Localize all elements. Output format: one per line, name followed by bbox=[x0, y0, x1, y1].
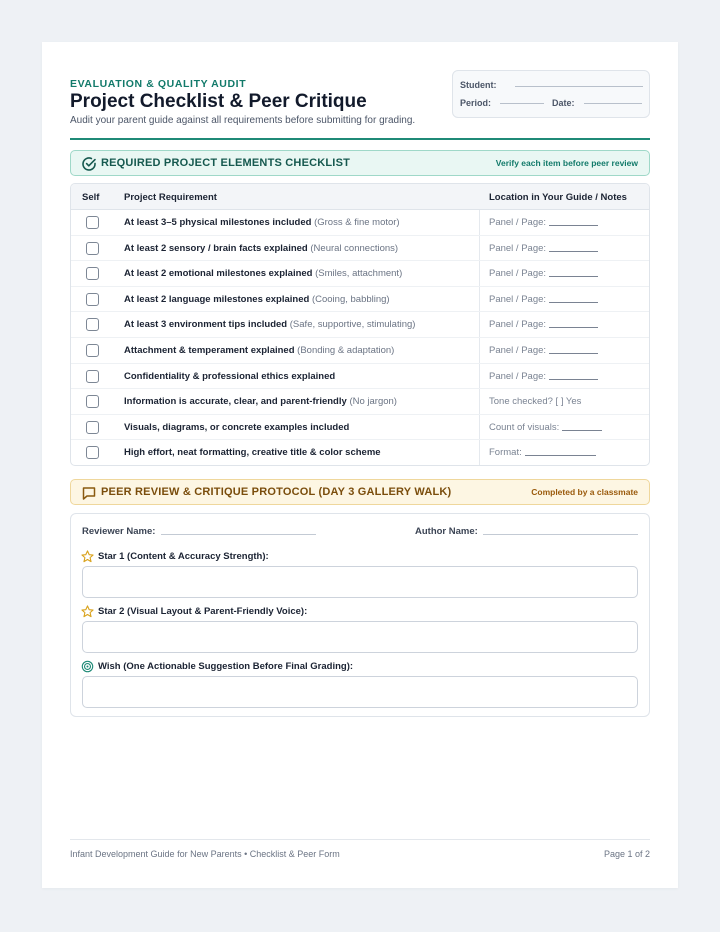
requirement-text: At least 3–5 physical milestones included bbox=[124, 217, 312, 228]
requirement-text: High effort, neat formatting, creative title & color scheme bbox=[124, 447, 381, 459]
wish-answer-box[interactable] bbox=[82, 676, 638, 708]
self-check-checkbox[interactable] bbox=[86, 446, 99, 459]
location-cell bbox=[489, 371, 598, 382]
page-number: Page 1 of 2 bbox=[603, 849, 650, 859]
requirement-text: Confidentiality & professional ethics explained bbox=[124, 370, 336, 382]
location-cell bbox=[489, 294, 598, 305]
student-name-line[interactable] bbox=[515, 86, 643, 87]
requirement-cell bbox=[124, 422, 349, 433]
requirement-detail: (Bonding & adaptation) bbox=[297, 345, 395, 356]
location-answer-line[interactable] bbox=[525, 455, 596, 456]
date-line[interactable] bbox=[584, 103, 642, 104]
column-header-requirement: Project Requirement bbox=[124, 192, 217, 203]
footer-divider bbox=[70, 839, 650, 840]
requirement-text: At least 3 environment tips included bbox=[124, 319, 288, 331]
requirement-text: Attachment & temperament explained bbox=[124, 345, 295, 356]
author-name-line[interactable] bbox=[483, 534, 638, 535]
peer-review-form bbox=[70, 513, 650, 717]
star2-label: Star 2 (Visual Layout & Parent-Friendly Voice): bbox=[98, 606, 308, 617]
requirement-cell bbox=[124, 396, 397, 407]
location-label: Format: bbox=[489, 447, 522, 459]
checklist-table bbox=[70, 183, 650, 466]
requirement-detail: (Smiles, attachment) bbox=[315, 268, 403, 280]
requirement-cell bbox=[124, 447, 381, 458]
self-check-checkbox[interactable] bbox=[86, 395, 99, 408]
requirement-detail: (No jargon) bbox=[349, 396, 397, 408]
requirement-text: At least 2 emotional milestones explained bbox=[124, 268, 313, 280]
location-label: Panel / Page: bbox=[489, 293, 547, 305]
reviewer-name-line[interactable] bbox=[161, 534, 316, 535]
table-row bbox=[71, 364, 649, 390]
star2-answer-box[interactable] bbox=[82, 621, 638, 653]
header-divider bbox=[70, 138, 650, 140]
page-title: Project Checklist & Peer Critique bbox=[70, 91, 367, 112]
location-cell bbox=[489, 422, 602, 433]
location-answer-line[interactable] bbox=[549, 353, 598, 354]
requirement-text: At least 2 language milestones explained bbox=[124, 293, 310, 305]
self-check-checkbox[interactable] bbox=[86, 267, 99, 280]
self-check-checkbox[interactable] bbox=[86, 293, 99, 306]
location-label: Panel / Page: bbox=[489, 217, 547, 228]
checklist-note: Verify each item before peer review bbox=[495, 158, 638, 168]
location-answer-line[interactable] bbox=[549, 225, 598, 226]
location-label: Panel / Page: bbox=[489, 268, 547, 280]
self-check-checkbox[interactable] bbox=[86, 370, 99, 383]
table-row bbox=[71, 261, 649, 287]
requirement-detail: (Safe, supportive, stimulating) bbox=[289, 319, 416, 331]
reviewer-name-label: Reviewer Name: bbox=[82, 526, 156, 537]
table-row bbox=[71, 338, 649, 364]
self-check-checkbox[interactable] bbox=[86, 242, 99, 255]
page-subtitle: Audit your parent guide against all requirements before submitting for grading. bbox=[70, 115, 416, 126]
star-icon bbox=[81, 605, 94, 618]
location-cell bbox=[489, 243, 598, 254]
location-answer-line[interactable] bbox=[562, 430, 602, 431]
location-cell bbox=[489, 268, 598, 279]
author-name-label: Author Name: bbox=[415, 526, 478, 537]
location-cell bbox=[489, 345, 598, 356]
location-label: Tone checked? [ ] Yes bbox=[489, 396, 582, 408]
star1-label: Star 1 (Content & Accuracy Strength): bbox=[98, 551, 269, 562]
table-row bbox=[71, 389, 649, 415]
wish-label: Wish (One Actionable Suggestion Before Final Grading): bbox=[98, 661, 354, 672]
location-answer-line[interactable] bbox=[549, 327, 598, 328]
column-header-location: Location in Your Guide / Notes bbox=[489, 192, 627, 203]
location-cell bbox=[489, 447, 596, 458]
star1-answer-box[interactable] bbox=[82, 566, 638, 598]
location-cell bbox=[489, 319, 598, 330]
column-header-self: Self bbox=[82, 192, 100, 203]
table-row bbox=[71, 210, 649, 236]
message-square-icon bbox=[81, 485, 97, 501]
table-row bbox=[71, 312, 649, 338]
check-circle-icon bbox=[81, 156, 97, 172]
student-label: Student: bbox=[460, 80, 497, 90]
location-label: Count of visuals: bbox=[489, 421, 560, 433]
table-row bbox=[71, 415, 649, 441]
checklist-title: REQUIRED PROJECT ELEMENTS CHECKLIST bbox=[101, 157, 351, 169]
target-icon bbox=[81, 660, 94, 673]
requirement-cell bbox=[124, 294, 390, 305]
location-cell bbox=[489, 396, 581, 407]
peer-review-title: PEER REVIEW & CRITIQUE PROTOCOL (DAY 3 GALLERY WALK) bbox=[101, 486, 452, 498]
location-label: Panel / Page: bbox=[489, 319, 547, 331]
requirement-detail: (Cooing, babbling) bbox=[311, 293, 390, 305]
self-check-checkbox[interactable] bbox=[86, 216, 99, 229]
table-row bbox=[71, 287, 649, 313]
requirement-cell bbox=[124, 268, 402, 279]
self-check-checkbox[interactable] bbox=[86, 421, 99, 434]
table-header bbox=[71, 184, 649, 210]
requirement-cell bbox=[124, 371, 335, 382]
student-info-box bbox=[452, 70, 650, 118]
worksheet-page bbox=[42, 42, 678, 888]
requirement-cell bbox=[124, 243, 398, 254]
location-label: Panel / Page: bbox=[489, 242, 547, 254]
star-icon bbox=[81, 550, 94, 563]
section-kicker: EVALUATION & QUALITY AUDIT bbox=[70, 78, 247, 90]
location-cell bbox=[489, 217, 598, 228]
location-answer-line[interactable] bbox=[549, 302, 598, 303]
table-row bbox=[71, 236, 649, 262]
requirement-detail: (Gross & fine motor) bbox=[314, 217, 400, 228]
requirement-text: Information is accurate, clear, and parent-friendly bbox=[124, 396, 347, 408]
location-label: Panel / Page: bbox=[489, 370, 547, 382]
location-answer-line[interactable] bbox=[549, 379, 598, 380]
period-line[interactable] bbox=[500, 103, 544, 104]
footer-title: Infant Development Guide for New Parents • Checklist & Peer Form bbox=[70, 849, 340, 859]
location-answer-line[interactable] bbox=[549, 276, 598, 277]
requirement-cell bbox=[124, 217, 400, 228]
requirement-text: Visuals, diagrams, or concrete examples included bbox=[124, 421, 350, 433]
location-answer-line[interactable] bbox=[549, 251, 598, 252]
requirement-cell bbox=[124, 319, 415, 330]
location-label: Panel / Page: bbox=[489, 345, 547, 356]
period-label: Period: bbox=[460, 98, 492, 108]
requirement-detail: (Neural connections) bbox=[310, 242, 399, 254]
self-check-checkbox[interactable] bbox=[86, 344, 99, 357]
peer-review-note: Completed by a classmate bbox=[531, 487, 638, 497]
checklist-banner bbox=[70, 150, 650, 176]
requirement-cell bbox=[124, 345, 394, 356]
requirement-text: At least 2 sensory / brain facts explained bbox=[124, 242, 308, 254]
table-row bbox=[71, 440, 649, 466]
date-label: Date: bbox=[552, 98, 575, 108]
self-check-checkbox[interactable] bbox=[86, 318, 99, 331]
peer-review-banner bbox=[70, 479, 650, 505]
